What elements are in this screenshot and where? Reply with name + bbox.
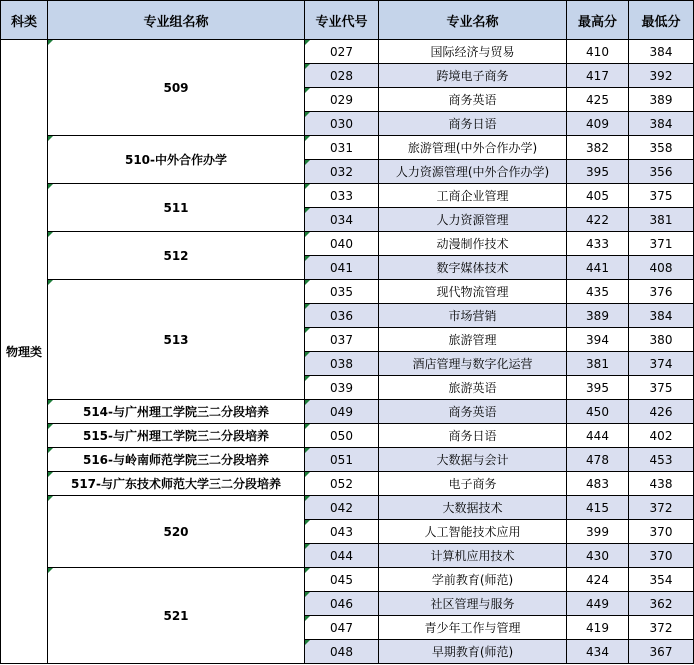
group-name-cell [48,424,305,448]
major-name-cell: 人力资源管理 [379,208,567,232]
major-code-text: 039 [330,380,353,395]
group-name-text: 520 [163,524,189,539]
min-score-cell: 392 [629,64,694,88]
max-score-cell: 382 [567,136,629,160]
cell-marker-icon [305,184,310,189]
major-code-text: 027 [330,44,353,59]
major-code-cell [305,184,379,208]
max-score-cell: 449 [567,592,629,616]
min-score-cell: 367 [629,640,694,664]
max-score-cell: 405 [567,184,629,208]
major-code-text: 041 [330,260,353,275]
cell-marker-icon [48,424,53,429]
cell-marker-icon [305,136,310,141]
max-score-cell: 434 [567,640,629,664]
major-code-cell [305,616,379,640]
major-name-cell: 大数据与会计 [379,448,567,472]
min-score-cell: 381 [629,208,694,232]
major-name-cell: 早期教育(师范) [379,640,567,664]
min-score-cell: 372 [629,616,694,640]
max-score-cell: 433 [567,232,629,256]
max-score-cell: 394 [567,328,629,352]
major-name-cell: 大数据技术 [379,496,567,520]
cell-marker-icon [305,592,310,597]
group-name-cell [48,496,305,568]
major-code-cell [305,424,379,448]
major-name-cell: 人力资源管理(中外合作办学) [379,160,567,184]
major-code-text: 033 [330,188,353,203]
cell-marker-icon [48,184,53,189]
major-code-text: 045 [330,572,353,587]
major-name-cell: 商务日语 [379,424,567,448]
major-code-cell [305,472,379,496]
max-score-cell: 415 [567,496,629,520]
major-code-cell [305,88,379,112]
min-score-cell: 453 [629,448,694,472]
cell-marker-icon [305,40,310,45]
major-code-text: 047 [330,620,353,635]
cell-marker-icon [48,400,53,405]
table-row [1,232,694,256]
major-code-cell [305,160,379,184]
cell-marker-icon [48,280,53,285]
min-score-cell: 370 [629,520,694,544]
cell-marker-icon [305,64,310,69]
max-score-cell: 450 [567,400,629,424]
major-code-cell [305,328,379,352]
major-name-cell: 旅游管理(中外合作办学) [379,136,567,160]
header-subject: 科类 [1,1,48,40]
cell-marker-icon [305,328,310,333]
cell-marker-icon [305,616,310,621]
min-score-cell: 408 [629,256,694,280]
cell-marker-icon [305,208,310,213]
max-score-cell: 417 [567,64,629,88]
major-code-cell [305,568,379,592]
group-name-cell [48,568,305,664]
max-score-cell: 399 [567,520,629,544]
cell-marker-icon [305,304,310,309]
min-score-cell: 374 [629,352,694,376]
major-code-cell [305,592,379,616]
major-name-cell: 跨境电子商务 [379,64,567,88]
major-name-cell: 动漫制作技术 [379,232,567,256]
cell-marker-icon [305,544,310,549]
major-name-cell: 商务英语 [379,400,567,424]
table-row [1,400,694,424]
min-score-cell: 438 [629,472,694,496]
table-body [1,40,694,664]
group-name-cell [48,136,305,184]
cell-marker-icon [48,232,53,237]
major-code-text: 034 [330,212,353,227]
cell-marker-icon [305,160,310,165]
major-code-text: 036 [330,308,353,323]
major-name-cell: 社区管理与服务 [379,592,567,616]
max-score-cell: 424 [567,568,629,592]
table-row [1,448,694,472]
major-name-cell: 人工智能技术应用 [379,520,567,544]
min-score-cell: 389 [629,88,694,112]
table-row [1,424,694,448]
min-score-cell: 376 [629,280,694,304]
cell-marker-icon [48,496,53,501]
min-score-cell: 370 [629,544,694,568]
max-score-cell: 381 [567,352,629,376]
major-code-text: 050 [330,428,353,443]
major-code-cell [305,496,379,520]
cell-marker-icon [305,112,310,117]
group-name-cell [48,400,305,424]
max-score-cell: 419 [567,616,629,640]
major-name-cell: 市场营销 [379,304,567,328]
major-code-text: 035 [330,284,353,299]
major-code-cell [305,280,379,304]
major-code-cell [305,136,379,160]
major-code-text: 032 [330,164,353,179]
major-code-cell [305,448,379,472]
cell-marker-icon [305,352,310,357]
cell-marker-icon [305,400,310,405]
major-name-cell: 酒店管理与数字化运营 [379,352,567,376]
major-name-cell: 数字媒体技术 [379,256,567,280]
group-name-text: 517-与广东技术师范大学三二分段培养 [70,477,282,491]
max-score-cell: 422 [567,208,629,232]
min-score-cell: 384 [629,40,694,64]
group-name-text: 512 [163,248,189,263]
max-score-cell: 425 [567,88,629,112]
major-code-cell [305,64,379,88]
cell-marker-icon [48,448,53,453]
major-code-text: 049 [330,404,353,419]
table-row [1,136,694,160]
major-code-cell [305,208,379,232]
min-score-cell: 375 [629,184,694,208]
header-min: 最低分 [629,1,694,40]
group-name-cell [48,232,305,280]
cell-marker-icon [48,136,53,141]
max-score-cell: 478 [567,448,629,472]
min-score-cell: 356 [629,160,694,184]
max-score-cell: 389 [567,304,629,328]
header-group-name: 专业组名称 [48,1,305,40]
major-code-text: 031 [330,140,353,155]
major-name-cell: 现代物流管理 [379,280,567,304]
major-name-cell: 青少年工作与管理 [379,616,567,640]
major-code-cell [305,520,379,544]
major-code-text: 042 [330,500,353,515]
cell-marker-icon [48,40,53,45]
major-code-text: 040 [330,236,353,251]
cell-marker-icon [305,448,310,453]
header-code: 专业代号 [305,1,379,40]
max-score-cell: 409 [567,112,629,136]
major-name-cell: 商务日语 [379,112,567,136]
max-score-cell: 441 [567,256,629,280]
group-name-cell [48,448,305,472]
table-row [1,184,694,208]
major-name-cell: 商务英语 [379,88,567,112]
table-row [1,280,694,304]
major-name-cell: 电子商务 [379,472,567,496]
max-score-cell: 395 [567,160,629,184]
min-score-cell: 358 [629,136,694,160]
major-code-text: 046 [330,596,353,611]
table-row [1,568,694,592]
group-name-text: 509 [163,80,189,95]
header-major-name: 专业名称 [379,1,567,40]
major-code-text: 044 [330,548,353,563]
cell-marker-icon [48,472,53,477]
major-code-text: 051 [330,452,353,467]
group-name-cell [48,40,305,136]
table-row [1,472,694,496]
major-name-cell: 计算机应用技术 [379,544,567,568]
min-score-cell: 362 [629,592,694,616]
major-code-cell [305,640,379,664]
major-code-cell [305,400,379,424]
group-name-cell [48,184,305,232]
cell-marker-icon [305,568,310,573]
table-row [1,40,694,64]
max-score-cell: 395 [567,376,629,400]
min-score-cell: 384 [629,304,694,328]
major-code-text: 028 [330,68,353,83]
group-name-text: 514-与广州理工学院三二分段培养 [82,405,270,419]
major-code-cell [305,40,379,64]
group-name-text: 513 [163,332,189,347]
major-code-text: 037 [330,332,353,347]
max-score-cell: 444 [567,424,629,448]
cell-marker-icon [48,568,53,573]
subject-cell: 物理类 [1,40,48,664]
min-score-cell: 372 [629,496,694,520]
group-name-text: 510-中外合作办学 [124,153,228,167]
cell-marker-icon [305,376,310,381]
cell-marker-icon [305,472,310,477]
major-name-cell: 旅游英语 [379,376,567,400]
max-score-cell: 410 [567,40,629,64]
major-code-text: 043 [330,524,353,539]
min-score-cell: 354 [629,568,694,592]
major-code-cell [305,352,379,376]
major-code-cell [305,256,379,280]
major-code-text: 029 [330,92,353,107]
max-score-cell: 430 [567,544,629,568]
major-code-text: 052 [330,476,353,491]
major-code-text: 038 [330,356,353,371]
major-code-cell [305,232,379,256]
major-name-cell: 旅游管理 [379,328,567,352]
min-score-cell: 384 [629,112,694,136]
min-score-cell: 375 [629,376,694,400]
group-name-text: 511 [163,200,189,215]
cell-marker-icon [305,424,310,429]
max-score-cell: 483 [567,472,629,496]
major-code-cell [305,304,379,328]
major-code-cell [305,112,379,136]
major-name-cell: 学前教育(师范) [379,568,567,592]
group-name-cell [48,280,305,400]
min-score-cell: 402 [629,424,694,448]
major-code-cell [305,544,379,568]
cell-marker-icon [305,280,310,285]
cell-marker-icon [305,496,310,501]
cell-marker-icon [305,520,310,525]
group-name-text: 516-与岭南师范学院三二分段培养 [82,453,270,467]
min-score-cell: 426 [629,400,694,424]
max-score-cell: 435 [567,280,629,304]
major-code-cell [305,376,379,400]
major-name-cell: 工商企业管理 [379,184,567,208]
group-name-text: 515-与广州理工学院三二分段培养 [82,429,270,443]
min-score-cell: 380 [629,328,694,352]
cell-marker-icon [305,256,310,261]
cell-marker-icon [305,88,310,93]
header-max: 最高分 [567,1,629,40]
header-row [1,1,694,40]
table-row [1,496,694,520]
major-code-text: 048 [330,644,353,659]
cell-marker-icon [305,640,310,645]
major-code-text: 030 [330,116,353,131]
min-score-cell: 371 [629,232,694,256]
group-name-text: 521 [163,608,189,623]
cell-marker-icon [305,232,310,237]
major-name-cell: 国际经济与贸易 [379,40,567,64]
group-name-cell [48,472,305,496]
